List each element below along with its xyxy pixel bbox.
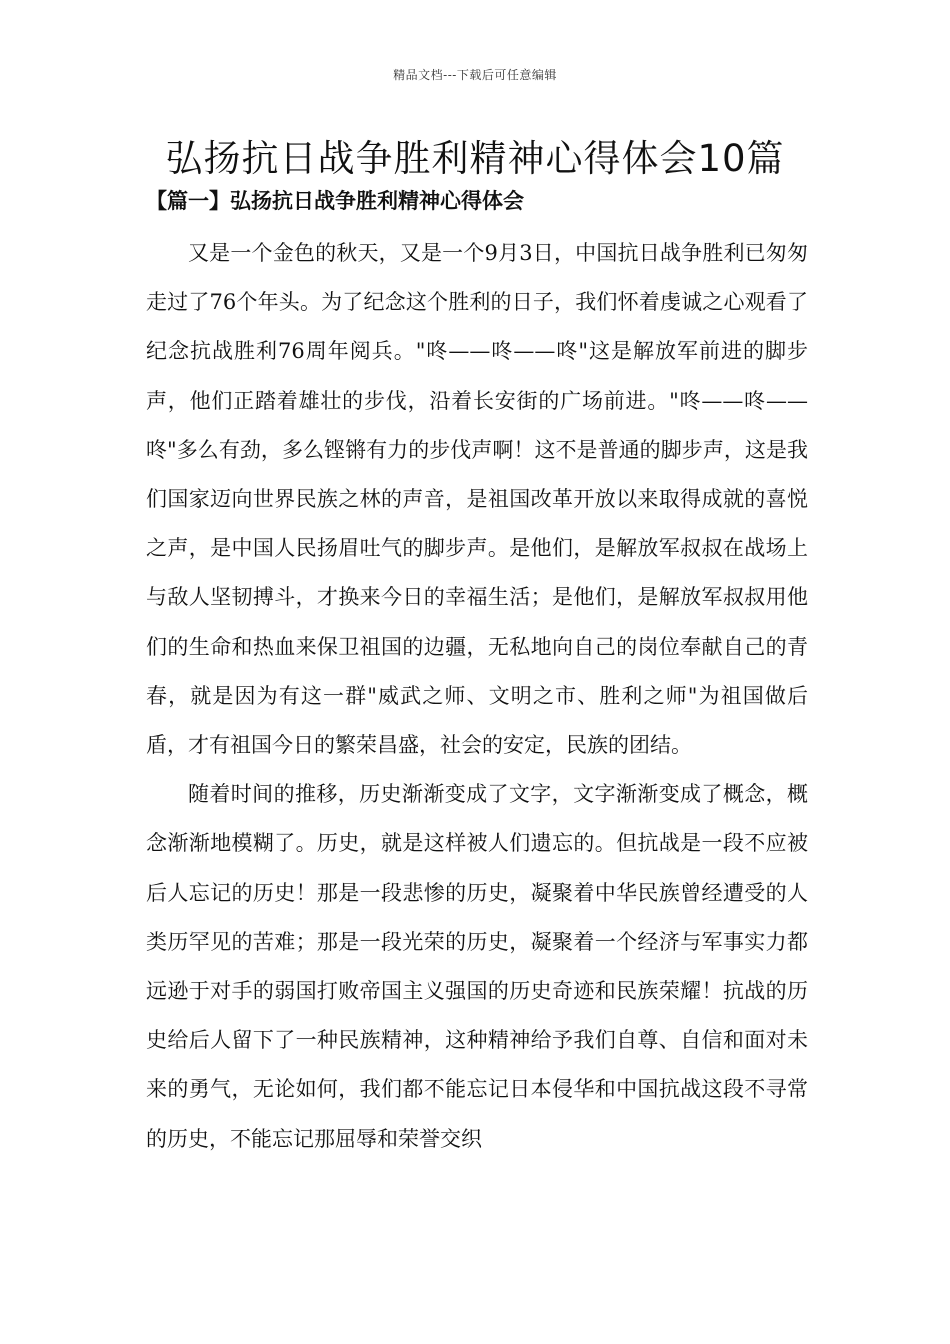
paragraph-2: 随着时间的推移，历史渐渐变成了文字，文字渐渐变成了概念，概念渐渐地模糊了。历史，就是这样被人们遗忘的。但抗战是一段不应被后人忘记的历史！那是一段悲惨的历史，凝聚着中华民族曾经遭受的人类历罕见的苦难；那是一段光荣的历史，凝聚着一个经济与军事实力都远逊于对手的弱国打败帝国主义强国的历史奇迹和民族荣耀！抗战的历史给后人留下了一种民族精神，这种精神给予我们自尊、自信和面对未来的勇气，无论如何，我们都不能忘记日本侵华和中国抗战这段不寻常的历史，不能忘记那屈辱和荣誉交织 xyxy=(146,782,808,1151)
section-heading: 【篇一】弘扬抗日战争胜利精神心得体会 xyxy=(146,188,524,213)
body-text xyxy=(146,229,808,1164)
header-note: 精品文档---下载后可任意编辑 xyxy=(393,68,557,82)
paragraph-1: 又是一个金色的秋天，又是一个9月3日，中国抗日战争胜利已匆匆走过了76个年头。为了纪念这个胜利的日子，我们怀着虔诚之心观看了纪念抗战胜利76周年阅兵。"咚——咚——咚"这是解放军前进的脚步声，他们正踏着雄壮的步伐，沿着长安街的广场前进。"咚——咚——咚"多么有劲，多么铿锵有力的步伐声啊！这不是普通的脚步声，这是我们国家迈向世界民族之林的声音，是祖国改革开放以来取得成就的喜悦之声，是中国人民扬眉吐气的脚步声。是他们，是解放军叔叔在战场上与敌人坚韧搏斗，才换来今日的幸福生活；是他们，是解放军叔叔用他们的生命和热血来保卫祖国的边疆，无私地向自己的岗位奉献自己的青春，就是因为有这一群"威武之师、文明之市、胜利之师"为祖国做后盾，才有祖国今日的繁荣昌盛，社会的安定，民族的团结。 xyxy=(146,241,808,758)
document-title: 弘扬抗日战争胜利精神心得体会10篇 xyxy=(165,137,785,180)
